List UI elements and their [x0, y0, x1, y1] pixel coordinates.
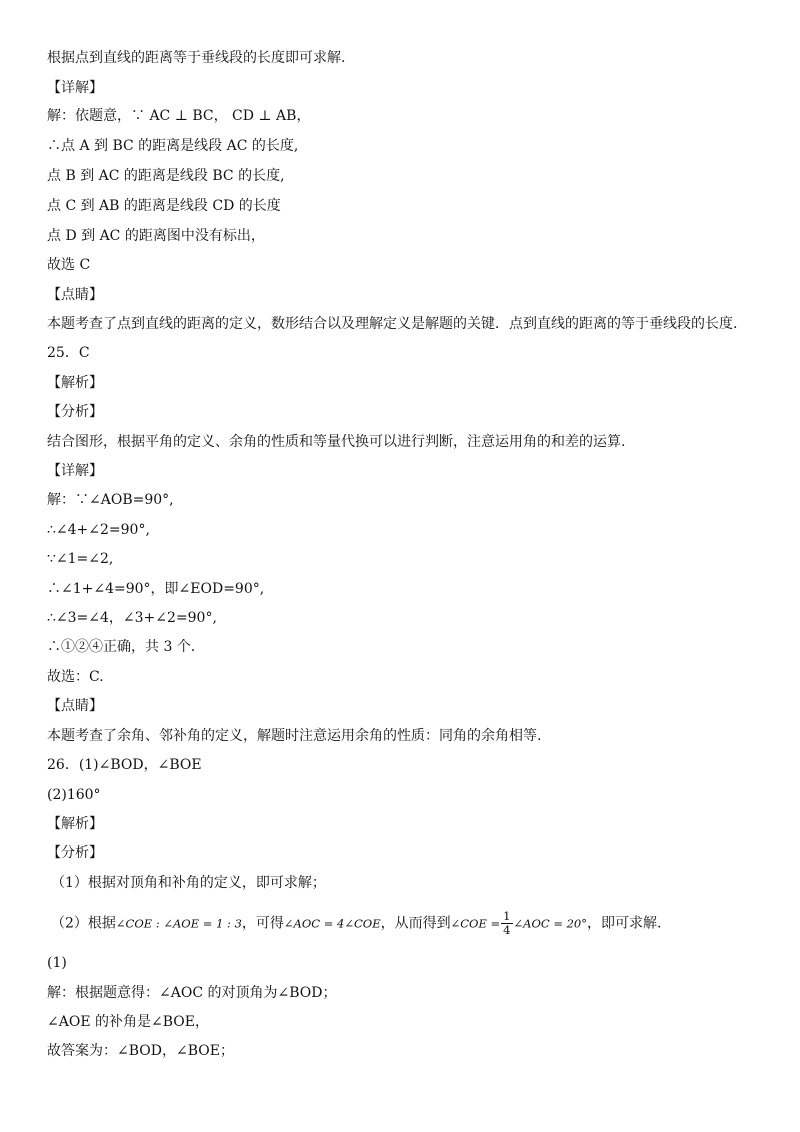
- text-line: 点 B 到 AC 的距离是线段 BC 的长度,: [47, 168, 285, 184]
- formula-connector: ，从而得到: [380, 915, 451, 932]
- text-line: 根据点到直线的距离等于垂线段的长度即可求解.: [47, 50, 346, 66]
- question-number: 26．(1)∠BOD，∠BOE: [47, 757, 202, 773]
- section-heading: 【分析】: [47, 845, 103, 861]
- text-line: 点 C 到 AB 的距离是线段 CD 的长度: [47, 198, 281, 214]
- text-line: ∴①②④正确，共 3 个.: [47, 639, 196, 655]
- formula-suffix: ，即可求解.: [587, 915, 662, 932]
- text-line: ∵∠1=∠2,: [47, 551, 114, 567]
- section-heading: 【点睛】: [47, 698, 103, 714]
- text-line: 故答案为：∠BOD，∠BOE；: [47, 1043, 234, 1059]
- angle-equation: ∠COE =: [450, 916, 501, 931]
- text-line: ∴∠1+∠4=90°，即∠EOD=90°,: [47, 581, 265, 597]
- text-line: 解：依题意，∵ AC ⊥ BC， CD ⊥ AB，: [47, 108, 311, 124]
- section-heading: 【分析】: [47, 404, 103, 420]
- fraction: [501, 910, 512, 937]
- text-line: ∴点 A 到 BC 的距离是线段 AC 的长度,: [47, 138, 299, 154]
- section-heading: 【解析】: [47, 375, 103, 391]
- text-line: 故选 C: [47, 257, 91, 273]
- formula-prefix: （2）根据: [51, 915, 116, 932]
- section-heading: 【点睛】: [47, 287, 103, 303]
- text-line: ∴∠3=∠4，∠3+∠2=90°,: [47, 610, 217, 626]
- angle-equation: ∠AOC = 4∠COE: [283, 916, 381, 931]
- text-line: ∠AOE 的补角是∠BOE，: [47, 1014, 209, 1030]
- section-heading: 【详解】: [47, 80, 103, 96]
- text-line: 故选：C.: [47, 669, 104, 685]
- angle-equation: ∠AOC = 20°: [513, 916, 587, 931]
- formula-line: [51, 910, 771, 937]
- text-line: 本题考查了点到直线的距离的定义，数形结合以及理解定义是解题的关键．点到直线的距离的等于垂线段的长度.: [47, 316, 738, 332]
- section-heading: 【详解】: [47, 463, 103, 479]
- text-line: 点 D 到 AC 的距离图中没有标出，: [47, 228, 265, 244]
- text-line: （1）根据对顶角和补角的定义，即可求解；: [51, 875, 326, 891]
- text-line: (2)160°: [47, 787, 101, 803]
- text-line: 解：根据题意得：∠AOC 的对顶角为∠BOD；: [47, 985, 337, 1001]
- section-heading: 【解析】: [47, 816, 103, 832]
- text-line: ∴∠4+∠2=90°,: [47, 522, 150, 538]
- ratio-expression: ∠COE : ∠AOE = 1 : 3: [115, 916, 242, 931]
- formula-connector: ，可得: [241, 915, 284, 932]
- text-line: 结合图形，根据平角的定义、余角的性质和等量代换可以进行判断，注意运用角的和差的运算.: [47, 434, 626, 450]
- text-line: 本题考查了余角、邻补角的定义，解题时注意运用余角的性质：同角的余角相等.: [47, 728, 542, 744]
- question-number: 25．C: [47, 345, 90, 361]
- subquestion-number: (1): [47, 955, 67, 971]
- text-line: 解：∵∠AOB=90°,: [47, 492, 174, 508]
- fraction-denominator: 4: [503, 923, 511, 937]
- fraction-numerator: 1: [503, 909, 511, 923]
